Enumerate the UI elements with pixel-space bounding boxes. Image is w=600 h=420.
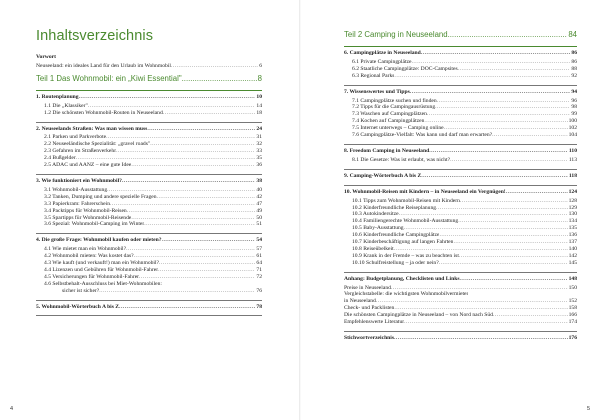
toc-entry-page: 6 (259, 62, 262, 69)
toc-entry-label: 3.5 Spartipps für Wohnmobil-Reisende (44, 214, 132, 221)
toc-section (344, 89, 577, 139)
toc-entry (344, 211, 577, 218)
toc-entry (344, 312, 577, 319)
toc-entry-continued (36, 288, 262, 295)
toc-entry (344, 104, 577, 111)
dot-leader (460, 276, 568, 283)
toc-entry (344, 319, 577, 326)
toc-entry-label: 4.1 Wie mietet man ein Wohnmobil? (44, 246, 127, 253)
dot-leader (394, 335, 568, 342)
toc-entry-page: 130 (568, 211, 577, 218)
toc-entry-page: 98 (571, 104, 577, 111)
toc-section-heading (344, 89, 577, 96)
toc-entry-page: 78 (256, 303, 262, 310)
toc-entry-label: Preise in Neuseeland (344, 284, 391, 291)
toc-entry-page: 38 (256, 177, 262, 184)
toc-entry-page: 135 (568, 225, 577, 232)
toc-entry-page: 40 (256, 186, 262, 193)
dot-leader (163, 110, 256, 117)
toc-entry (36, 221, 262, 228)
toc-entry-page: 86 (571, 50, 577, 56)
toc-entry (36, 110, 262, 117)
toc-entry-page: 150 (568, 284, 577, 291)
toc-entry (344, 218, 577, 225)
toc-entry-page: 33 (256, 148, 262, 155)
toc-entry-label: 5. Wohnmobil-Wörterbuch A bis Z (36, 303, 120, 310)
toc-section-heading (344, 189, 577, 196)
toc-section (36, 237, 262, 294)
part-label: Teil 2 Camping in Neuseeland (344, 30, 448, 39)
toc-entry-label: 1. Routenplanung (36, 93, 79, 100)
toc-entry-page: 129 (568, 204, 577, 211)
toc-entry-page: 42 (256, 193, 262, 200)
dot-leader (394, 246, 568, 253)
toc-section (344, 173, 577, 180)
toc-entry (344, 239, 577, 246)
divider (36, 90, 262, 91)
toc-entry (344, 291, 577, 298)
dot-leader (127, 208, 256, 215)
toc-entry-label: 3.3 Papierkram: Fahrerschein (44, 200, 111, 207)
toc-entry-label: Die schönsten Campingplätze in Neuseeland – von Nord nach Süd (344, 312, 493, 319)
toc-entry-label: 10.7 Kinderbeschäftigung auf langen Fahrten (352, 239, 454, 246)
toc-entry-label: 1.1 Die „Klassiker" (44, 102, 88, 109)
toc-entry-page: 47 (256, 200, 262, 207)
toc-entry-label: Vergleichstabelle: die wichtigsten Wohnmobilvermieter (344, 291, 469, 298)
toc-entry-label: 10.6 Kinderfreundliche Campingplätze (352, 232, 440, 239)
toc-section-heading (36, 304, 262, 311)
dot-leader (459, 253, 568, 260)
dot-leader (182, 74, 257, 84)
toc-entry (36, 162, 262, 169)
vorwort-label: Vorwort (36, 54, 56, 60)
dot-leader (150, 141, 255, 148)
toc-entry-page: 152 (568, 298, 577, 305)
dot-leader (421, 50, 571, 57)
toc-entry-label: 4. Die große Frage: Wohnmobil kaufen oder mieten? (36, 237, 162, 244)
dot-leader (158, 267, 255, 274)
dot-leader (444, 125, 568, 132)
dot-leader (106, 134, 255, 141)
dot-leader (453, 239, 567, 246)
toc-entry-label: 10.3 Autokindersitze (352, 211, 399, 218)
toc-entry-page: 54 (256, 237, 262, 244)
toc-entry (344, 111, 577, 118)
dot-leader (448, 30, 568, 40)
toc-entry-page: 94 (571, 88, 577, 95)
toc-entry-label: Stichwortverzeichnis (344, 335, 395, 341)
toc-entry (36, 267, 262, 274)
toc-entry-label: 3.6 Spezial: Wohnmobil-Camping im Winter (44, 221, 145, 228)
toc-entry-page: 102 (568, 125, 577, 132)
dot-leader (162, 237, 256, 244)
toc-entry-page: 64 (256, 260, 262, 267)
dot-leader (131, 215, 255, 222)
toc-entry-page: 100 (568, 118, 577, 125)
left-page (0, 0, 299, 420)
toc-section-heading (344, 276, 577, 283)
dot-leader (439, 232, 567, 239)
toc-section-heading (36, 237, 262, 244)
toc-section (344, 189, 577, 267)
dot-leader (506, 189, 568, 196)
dot-leader (171, 63, 258, 70)
divider (36, 174, 262, 175)
toc-entry-page: 57 (256, 246, 262, 253)
toc-entry-page: 50 (256, 214, 262, 221)
toc-entry (36, 134, 262, 141)
toc-entry (36, 194, 262, 201)
toc-entry-label: sicher ist sicher? (62, 287, 100, 294)
toc-entry-page: 32 (256, 141, 262, 148)
divider (36, 122, 262, 123)
toc-entry-label: 8.1 Die Gesetze: Was ist erlaubt, was nicht? (352, 156, 451, 163)
toc-entry-page: 142 (568, 252, 577, 259)
toc-entry-label: 10.8 Reiseübelkeit (352, 245, 394, 252)
toc-entry (36, 253, 262, 260)
toc-entry-vorwort (36, 63, 262, 70)
dot-leader (147, 126, 255, 133)
toc-entry-label: 10.1 Tipps zum Wohnmobil-Reisen mit Kindern (352, 197, 460, 204)
dot-leader (376, 298, 568, 305)
toc-part-1 (36, 74, 262, 84)
right-sections (344, 50, 577, 273)
dot-leader (404, 225, 568, 232)
toc-entry-label: 1.2 Die schönsten Wohnmobil-Routen in Neuseeland (44, 109, 163, 116)
toc-entry-page: 110 (568, 147, 577, 154)
dot-leader (126, 246, 255, 253)
dot-leader (436, 205, 568, 212)
toc-entry-page: 61 (256, 253, 262, 260)
dot-leader (131, 162, 255, 169)
toc-entry (344, 59, 577, 66)
right-page (301, 0, 600, 420)
dot-leader (412, 59, 571, 66)
dot-leader (404, 319, 568, 326)
dot-leader (110, 201, 255, 208)
toc-entry-page: 72 (256, 273, 262, 280)
dot-leader (460, 198, 568, 205)
left-toc (36, 28, 262, 319)
dot-leader (410, 89, 571, 96)
divider (344, 272, 577, 273)
toc-entry-label: 4.3 Wie kauft (und verkauft!) man ein Wohnmobil? (44, 260, 160, 267)
toc-entry (344, 285, 577, 292)
toc-section (36, 126, 262, 169)
toc-entry-page: 96 (571, 97, 577, 104)
dot-leader (99, 288, 255, 295)
toc-entry (344, 132, 577, 139)
toc-entry-label: 7. Wissenswertes und Tipps (344, 88, 410, 95)
toc-entry-label: 2.4 Bußgelder (44, 155, 76, 162)
toc-entry (344, 260, 577, 267)
toc-entry-label: 4.5 Versicherungen für Wohnmobil-Fahrer (44, 273, 140, 280)
toc-entry-label: 7.4 Kochen auf Campingplätzen (352, 118, 425, 125)
divider (344, 169, 577, 170)
dot-leader (394, 73, 570, 80)
toc-entry-label: Anhang: Budgetplanung, Checklisten und Links (344, 275, 460, 282)
toc-entry-label: 6.2 Staatliche Campingplätze: DOC-Campsites (352, 65, 458, 72)
toc-entry-page: 35 (256, 155, 262, 162)
toc-entry (344, 157, 577, 164)
divider (344, 46, 577, 47)
part-page: 84 (568, 30, 577, 39)
toc-entry (344, 125, 577, 132)
toc-section (344, 148, 577, 164)
toc-section-heading (344, 50, 577, 57)
toc-entry-label: 10.10 Schulfreistellung – ja oder nein? (352, 259, 439, 266)
toc-entry-page: 148 (568, 275, 577, 282)
dot-leader (435, 104, 570, 111)
divider (344, 144, 577, 145)
toc-entry-label: 4.4 Lizenzen und Gebühren für Wohnmobil-Fahrer (44, 266, 159, 273)
toc-entry-page: 99 (571, 111, 577, 118)
anhang-items (344, 285, 577, 326)
toc-entry (344, 118, 577, 125)
toc-entry-label: Empfehlenswerte Literatur (344, 319, 405, 326)
toc-entry-label: 2. Neuseelands Straßen: Was man wissen muss (36, 125, 148, 132)
toc-entry-page: 10 (256, 93, 262, 100)
dot-leader (107, 187, 255, 194)
toc-entry-page: 51 (256, 221, 262, 228)
toc-entry-page: 104 (568, 132, 577, 139)
toc-entry (344, 73, 577, 80)
toc-entry-page: 31 (256, 134, 262, 141)
toc-entry-page: 92 (571, 72, 577, 79)
toc-entry-label: 2.3 Gefahren im Straßenverkehr (44, 148, 117, 155)
toc-entry (344, 225, 577, 232)
toc-entry-page: 18 (256, 109, 262, 116)
toc-section-heading (36, 178, 262, 185)
toc-entry-page: 88 (571, 65, 577, 72)
divider (36, 300, 262, 301)
dot-leader (458, 66, 571, 73)
toc-entry-label: 3.4 Packtipps für Wohnmobil-Reisen (44, 207, 127, 214)
dot-leader (421, 173, 568, 180)
toc-entry-label: 6.1 Private Campingplätze (352, 58, 412, 65)
toc-section-heading (344, 148, 577, 155)
page-number: 4 (10, 406, 14, 412)
toc-entry-page: 145 (568, 259, 577, 266)
toc-entry-page: 86 (571, 58, 577, 65)
dot-leader (458, 218, 567, 225)
toc-title: Inhaltsverzeichnis (36, 28, 154, 44)
toc-entry (344, 198, 577, 205)
dot-leader (437, 98, 571, 105)
toc-section (36, 94, 262, 117)
toc-entry-page: 118 (568, 172, 577, 179)
toc-entry (344, 298, 577, 305)
toc-entry-label: 9. Camping-Wörterbuch A bis Z (344, 172, 422, 179)
toc-entry-page: 137 (568, 239, 577, 246)
toc-entry-page: 113 (568, 156, 577, 163)
toc-section (344, 50, 577, 80)
toc-entry-label: 7.5 Internet unterwegs – Camping online (352, 125, 444, 132)
toc-entry-label: 7.6 Campingplätze-Vielfalt: Was kann und darf man erwarten? (352, 132, 493, 139)
toc-section-anhang (344, 276, 577, 326)
dot-leader (424, 118, 567, 125)
left-sections (36, 94, 262, 317)
dot-leader (399, 211, 568, 218)
toc-entry-label: 2.5 ADAC und AANZ – eine gute Idee (44, 162, 132, 169)
toc-entry (36, 148, 262, 155)
toc-entry (36, 215, 262, 222)
toc-entry (36, 274, 262, 281)
toc-entry (36, 141, 262, 148)
page-number: 5 (586, 406, 590, 412)
toc-entry-label: 10.5 Baby-Ausstattung (352, 225, 404, 232)
toc-entry-page: 76 (256, 287, 262, 294)
toc-entry-page: 24 (256, 125, 262, 132)
toc-entry-label: 3. Wie funktioniert ein Wohnmobil? (36, 177, 122, 184)
toc-entry-label: 3.2 Tanken, Dumping und andere spezielle Fragen (44, 193, 157, 200)
divider (344, 331, 577, 332)
toc-entry-label: 8. Freedom Camping in Neuseeland (344, 147, 430, 154)
dot-leader (88, 103, 256, 110)
toc-entry (36, 155, 262, 162)
toc-entry-label: 10.2 Kinderfreundliche Reiseplanung (352, 204, 437, 211)
dot-leader (429, 148, 568, 155)
toc-entry-page: 49 (256, 207, 262, 214)
toc-entry-label: 6.3 Regional Parks (352, 72, 395, 79)
toc-entry-label: Neuseeland: ein ideales Land für den Urlaub im Wohnmobil (36, 62, 171, 69)
divider (344, 185, 577, 186)
toc-entry-page: 136 (568, 232, 577, 239)
toc-entry (36, 208, 262, 215)
toc-entry (36, 201, 262, 208)
toc-entry-page: 140 (568, 245, 577, 252)
dot-leader (76, 155, 256, 162)
toc-entry (36, 260, 262, 267)
toc-entry-label: 7.1 Campingplätze suchen und finden (352, 97, 437, 104)
toc-entry-label: 4.6 Selbstbehalt-Ausschluss bei Miet-Wohnmobilen: (44, 280, 162, 287)
right-toc (344, 28, 577, 344)
toc-entry-page: 176 (568, 335, 577, 341)
part-page: 8 (257, 73, 262, 83)
dot-leader (391, 285, 568, 292)
dot-leader (493, 312, 568, 319)
toc-entry (36, 246, 262, 253)
toc-entry-label: 7.2 Tipps für die Campingausrüstung (352, 104, 436, 111)
toc-entry-page: 158 (568, 305, 577, 312)
toc-entry-label: 6. Campingplätze in Neuseeland (344, 50, 421, 56)
dot-leader (144, 221, 255, 228)
toc-entry-page: 14 (256, 102, 262, 109)
toc-section (36, 304, 262, 311)
toc-entry (344, 66, 577, 73)
divider (36, 233, 262, 234)
dot-leader (394, 305, 567, 312)
toc-entry-label: 3.1 Wohnmobil-Ausstattung (44, 186, 108, 193)
toc-entry-label: Check- und Packlisten (344, 305, 395, 312)
toc-section-heading (344, 173, 577, 180)
toc-entry-page: 36 (256, 162, 262, 169)
toc-entry-label: 2.2 Neuseeländische Spezialität: „gravel roads" (44, 141, 151, 148)
toc-entry (344, 246, 577, 253)
dot-leader (116, 148, 255, 155)
dot-leader (157, 194, 256, 201)
toc-entry-label: 2.1 Parken und Parkverbote (44, 134, 107, 141)
divider (344, 85, 577, 86)
dot-leader (122, 178, 255, 185)
toc-entry (344, 205, 577, 212)
toc-entry (344, 232, 577, 239)
toc-entry (344, 253, 577, 260)
dot-leader (450, 157, 568, 164)
toc-entry-label: 10.4 Familiengerechte Wohnmobil-Ausstattung (352, 218, 459, 225)
vorwort-heading (36, 54, 262, 61)
toc-section-heading (36, 126, 262, 133)
toc-entry-label: in Neuseeland (344, 298, 376, 305)
dot-leader (134, 253, 256, 260)
toc-entry (36, 103, 262, 110)
toc-entry-label: 10. Wohnmobil-Reisen mit Kindern – in Neuseeland ein Vergnügen! (344, 188, 506, 195)
part-label: Teil 1 Das Wohnmobil: ein „Kiwi Essential" (36, 73, 182, 83)
divider (36, 315, 262, 316)
dot-leader (492, 132, 567, 139)
toc-entry-page: 128 (568, 197, 577, 204)
dot-leader (427, 111, 570, 118)
toc-entry (36, 281, 262, 288)
dot-leader (439, 260, 568, 267)
toc-entry-page: 166 (568, 312, 577, 319)
toc-part-2 (344, 30, 577, 40)
toc-entry-label: 10.9 Krank in der Fremde – was zu beachten ist (352, 252, 459, 259)
toc-entry-page: 71 (256, 266, 262, 273)
toc-entry-index (344, 335, 577, 342)
toc-entry-page: 124 (568, 188, 577, 195)
toc-entry (344, 305, 577, 312)
toc-section (36, 178, 262, 228)
dot-leader (79, 94, 256, 101)
dot-leader (139, 274, 255, 281)
toc-entry (344, 98, 577, 105)
toc-entry-page: 174 (568, 319, 577, 326)
toc-entry-label: 7.3 Waschen auf Campingplätzen (352, 111, 427, 118)
toc-section-heading (36, 94, 262, 101)
toc-entry-label: 4.2 Wohnmobil mieten: Was kostet das? (44, 253, 134, 260)
toc-entry (36, 187, 262, 194)
toc-entry-page: 134 (568, 218, 577, 225)
dot-leader (119, 304, 255, 311)
dot-leader (159, 260, 255, 267)
